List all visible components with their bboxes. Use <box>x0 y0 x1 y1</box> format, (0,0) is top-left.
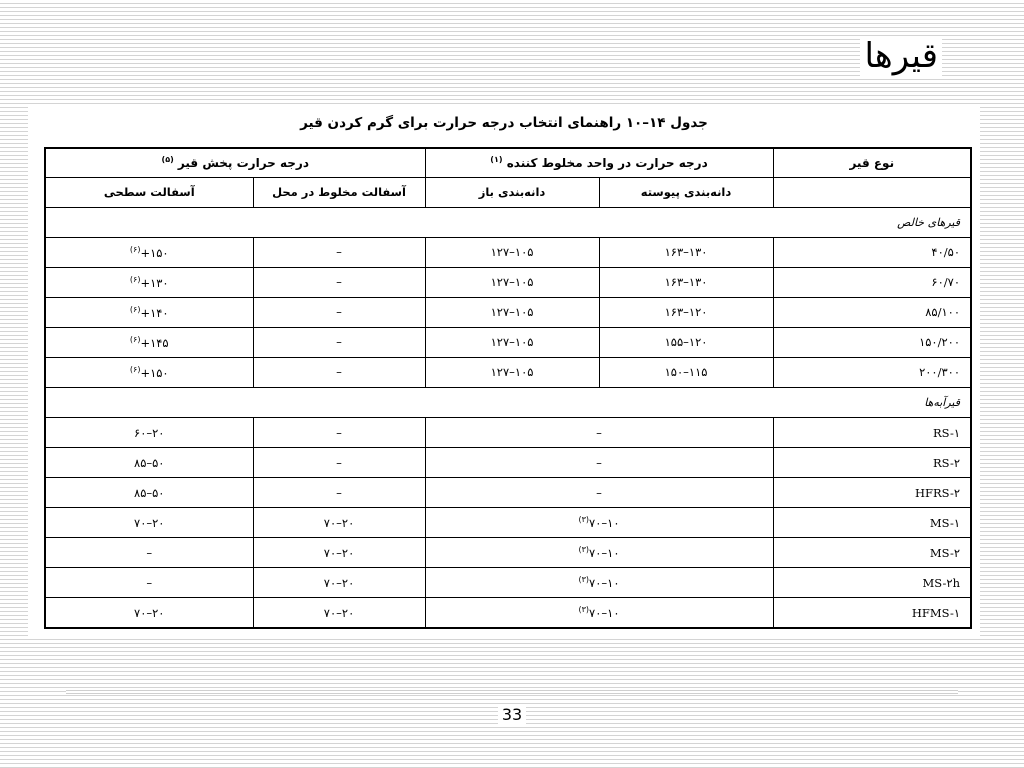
cell-type: ۴۰/۵۰ <box>773 237 971 267</box>
cell-mixing <box>425 568 773 598</box>
cell-road-mix: – <box>253 327 425 357</box>
page-number-text: 33 <box>498 705 526 724</box>
footnote-mark: (۶) <box>129 244 141 254</box>
header-mixing-label: درجه حرارت در واحد مخلوط کننده <box>506 156 708 171</box>
cell-dense: ۱۲۰–۱۶۳ <box>599 297 773 327</box>
subheader-open-graded: دانه‌بندی باز <box>425 177 599 207</box>
cell-surface <box>45 297 253 327</box>
cell-road-mix: – <box>253 448 425 478</box>
header-spraying-temperature <box>45 148 425 177</box>
table-row <box>45 357 971 387</box>
heating-temperature-table <box>44 147 972 629</box>
cell-road-mix: – <box>253 418 425 448</box>
cell-surface-value: ۱۵۰+ <box>140 245 169 260</box>
cell-mixing-value: ۱۰–۷۰ <box>589 606 620 621</box>
footnote-mark: (۵) <box>161 155 174 165</box>
subheader-empty <box>773 177 971 207</box>
cell-type: RS-۲ <box>773 448 971 478</box>
table-caption: جدول ۱۴–۱۰ راهنمای انتخاب درجه حرارت برای گرم کردن قیر <box>300 115 708 131</box>
cell-surface <box>45 267 253 297</box>
cell-road-mix: ۲۰–۷۰ <box>253 538 425 568</box>
table-row <box>45 237 971 267</box>
cell-mixing-value: ۱۰–۷۰ <box>589 516 620 531</box>
cell-mixing <box>425 418 773 448</box>
cell-surface <box>45 237 253 267</box>
cell-surface <box>45 357 253 387</box>
cell-type: MS-۲h <box>773 568 971 598</box>
cell-open: ۱۰۵–۱۲۷ <box>425 267 599 297</box>
cell-surface-value: ۱۴۵+ <box>140 335 169 350</box>
subheader-surface-treatment: آسفالت سطحی <box>45 177 253 207</box>
cell-road-mix: – <box>253 357 425 387</box>
cell-type: HFRS-۲ <box>773 478 971 508</box>
cell-mixing-value: ۱۰–۷۰ <box>589 546 620 561</box>
table-row <box>45 478 971 508</box>
cell-type: HFMS-۱ <box>773 598 971 628</box>
cell-surface: ۵۰–۸۵ <box>45 478 253 508</box>
page-number <box>0 705 1024 724</box>
table-row <box>45 448 971 478</box>
cell-surface: ۵۰–۸۵ <box>45 448 253 478</box>
cell-dense: ۱۲۰–۱۵۵ <box>599 327 773 357</box>
cell-road-mix: – <box>253 478 425 508</box>
cell-mixing <box>425 508 773 538</box>
footnote-mark: (۳) <box>578 515 590 525</box>
section-emulsions: قیرآبه‌ها <box>45 387 971 417</box>
subheader-dense-graded: دانه‌بندی پیوسته <box>599 177 773 207</box>
subheader-road-mix: آسفالت مخلوط در محل <box>253 177 425 207</box>
cell-type: MS-۱ <box>773 508 971 538</box>
header-mixing-temperature <box>425 148 773 177</box>
cell-mixing <box>425 448 773 478</box>
table-row <box>45 267 971 297</box>
cell-type: ۱۵۰/۲۰۰ <box>773 327 971 357</box>
footnote-mark: (۶) <box>129 274 141 284</box>
cell-open: ۱۰۵–۱۲۷ <box>425 237 599 267</box>
cell-mixing-value: ۱۰–۷۰ <box>589 576 620 591</box>
table-row <box>45 598 971 628</box>
table-panel <box>28 107 980 637</box>
footnote-mark: (۶) <box>129 334 141 344</box>
section-pure-bitumen: قیرهای خالص <box>45 207 971 237</box>
cell-surface: – <box>45 568 253 598</box>
cell-surface: ۲۰–۷۰ <box>45 598 253 628</box>
table-row <box>45 538 971 568</box>
table-row <box>45 418 971 448</box>
table-row <box>45 508 971 538</box>
cell-road-mix: ۲۰–۷۰ <box>253 568 425 598</box>
footnote-mark: (۱) <box>490 155 503 165</box>
cell-type: ۲۰۰/۳۰۰ <box>773 357 971 387</box>
header-binder-type: نوع قیر <box>773 148 971 177</box>
cell-surface: ۲۰–۷۰ <box>45 508 253 538</box>
cell-type: ۶۰/۷۰ <box>773 267 971 297</box>
cell-road-mix: ۲۰–۷۰ <box>253 598 425 628</box>
cell-surface-value: ۱۳۰+ <box>140 275 169 290</box>
cell-mixing <box>425 598 773 628</box>
cell-open: ۱۰۵–۱۲۷ <box>425 357 599 387</box>
slide-title: قیرها <box>860 36 942 76</box>
cell-road-mix: – <box>253 297 425 327</box>
footnote-mark: (۶) <box>129 365 141 374</box>
table-row <box>45 327 971 357</box>
cell-dense: ۱۳۰–۱۶۳ <box>599 237 773 267</box>
table-row <box>45 568 971 598</box>
footnote-mark: (۳) <box>578 575 590 585</box>
cell-mixing <box>425 538 773 568</box>
footnote-mark: (۶) <box>129 304 141 314</box>
cell-road-mix: – <box>253 237 425 267</box>
header-spraying-label: درجه حرارت پخش قیر <box>177 156 309 171</box>
cell-surface <box>45 327 253 357</box>
cell-mixing-value: – <box>596 425 602 440</box>
cell-surface-value: ۱۴۰+ <box>140 305 169 320</box>
table-body <box>45 148 971 628</box>
footer-divider <box>66 690 958 694</box>
cell-dense: ۱۱۵–۱۵۰ <box>599 357 773 387</box>
cell-road-mix: – <box>253 267 425 297</box>
cell-mixing <box>425 478 773 508</box>
cell-road-mix: ۲۰–۷۰ <box>253 508 425 538</box>
cell-mixing-value: – <box>596 455 602 470</box>
cell-mixing-value: – <box>596 485 602 500</box>
table-row <box>45 297 971 327</box>
cell-type: MS-۲ <box>773 538 971 568</box>
footnote-mark: (۳) <box>578 605 590 615</box>
cell-type: ۸۵/۱۰۰ <box>773 297 971 327</box>
cell-dense: ۱۳۰–۱۶۳ <box>599 267 773 297</box>
footnote-mark: (۳) <box>578 545 590 555</box>
cell-type: RS-۱ <box>773 418 971 448</box>
cell-open: ۱۰۵–۱۲۷ <box>425 327 599 357</box>
cell-open: ۱۰۵–۱۲۷ <box>425 297 599 327</box>
cell-surface: – <box>45 538 253 568</box>
cell-surface: ۲۰–۶۰ <box>45 418 253 448</box>
cell-surface-value: ۱۵۰+ <box>140 365 169 380</box>
